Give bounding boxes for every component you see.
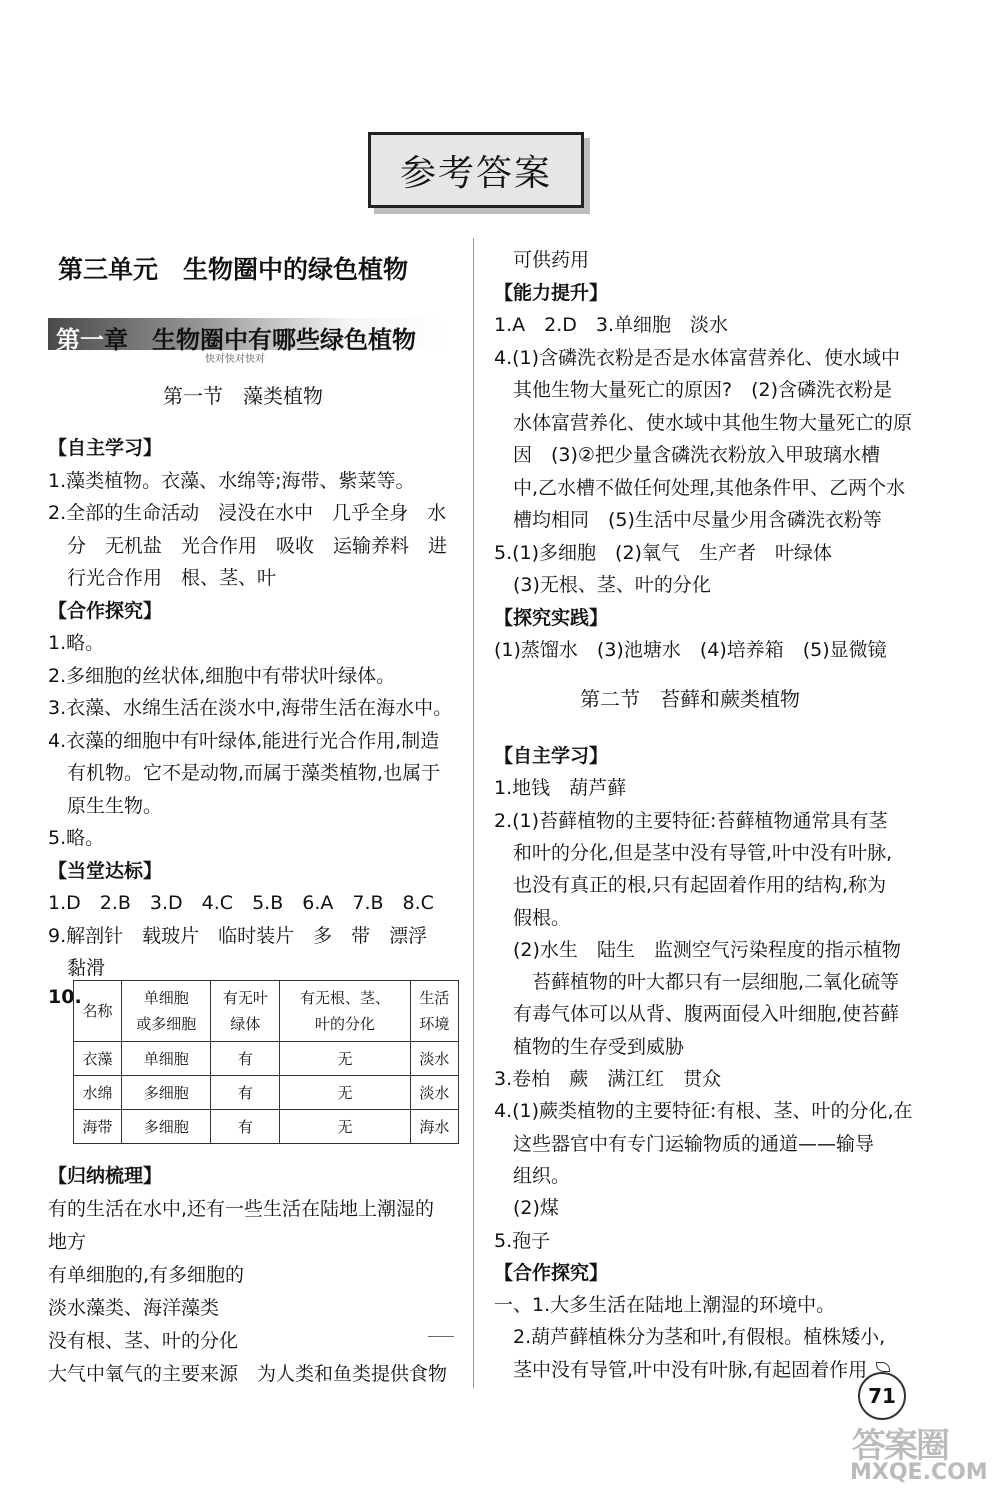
section-title-2: 第二节 苔藓和蕨类植物 [580,687,800,711]
table-header-row [74,981,459,1042]
chapter-note: 快对快对快对 [205,354,265,365]
answer-line: 苔藓植物的叶大都只有一层细胞,二氧化硫等 [494,971,900,994]
answer-line: 组织。 [494,1164,571,1187]
section-heading: 【能力提升】 [494,281,609,304]
table-cell: 有 [211,1076,280,1110]
answer-line: 5.孢子 [494,1229,551,1252]
section-heading: 【合作探究】 [48,599,163,622]
page-title: 参考答案 [368,132,584,208]
table-cell: 无 [280,1042,411,1076]
section-heading: 【探究实践】 [494,606,609,629]
section-heading: 【自主学习】 [48,437,163,459]
section-heading: 【当堂达标】 [48,859,163,882]
section-title-1: 第一节 藻类植物 [163,384,323,408]
answer-line: 槽均相同 (5)生活中尽量少用含磷洗衣粉等 [494,509,882,531]
answer-line: 一、1.大多生活在陆地上潮湿的环境中。 [494,1294,836,1317]
answer-line: 2.(1)苔藓植物的主要特征:苔藓植物通常具有茎 [494,809,888,832]
answer-line: 有单细胞的,有多细胞的 [48,1264,245,1286]
section-heading: 【合作探究】 [494,1261,609,1284]
algae-comparison-table [73,980,459,1144]
answer-line: 5.略。 [48,827,105,849]
answer-line: 行光合作用 根、茎、叶 [48,567,277,589]
answer-line: 分 无机盐 光合作用 吸收 运输养料 进 [48,534,448,557]
table-cell: 单细胞 [122,1042,211,1076]
answer-line: 1.略。 [48,632,105,654]
chapter-number: 一 [80,326,104,354]
unit-title: 第三单元 生物圈中的绿色植物 [58,255,409,284]
watermark-logo: 答案圈 [852,1426,948,1466]
answer-line: 假根。 [494,906,571,929]
answer-line: 原生生物。 [48,794,163,817]
answer-line: 2.全部的生命活动 浸没在水中 几乎全身 水 [48,502,447,524]
answer-line: 和叶的分化,但是茎中没有导管,叶中没有叶脉, [494,841,893,864]
table-header-cell: 生活 环境 [410,981,458,1042]
answer-line: 4.衣藻的细胞中有叶绿体,能进行光合作用,制造 [48,729,440,752]
answer-line: 这些器官中有专门运输物质的通道——输导 [494,1132,875,1155]
answer-line: 因 (3)②把少量含磷洗衣粉放入甲玻璃水槽 [494,444,880,466]
answer-line: 黏滑 [48,957,106,979]
answer-line: (1)蒸馏水 (3)池塘水 (4)培养箱 (5)显微镜 [494,639,887,661]
column-divider [473,238,474,1388]
leaf-icon [876,1362,890,1372]
table-cell: 多细胞 [122,1076,211,1110]
answer-line: 1.A 2.D 3.单细胞 淡水 [494,314,729,336]
answer-line: 中,乙水槽不做任何处理,其他条件甲、乙两个水 [494,476,906,499]
answer-line: 9.解剖针 载玻片 临时装片 多 带 漂浮 [48,924,428,947]
table-header-cell: 名称 [74,981,122,1042]
answer-line: 其他生物大量死亡的原因? (2)含磷洗衣粉是 [494,379,892,401]
answer-line: 3.衣藻、水绵生活在淡水中,海带生活在海水中。 [48,697,453,719]
table-cell: 海水 [410,1110,458,1144]
table-row [74,1110,459,1144]
answer-line: 2.葫芦藓植株分为茎和叶,有假根。植株矮小, [494,1326,886,1349]
answer-line: 地方 [48,1231,87,1253]
answer-line: 3.卷柏 蕨 满江红 贯众 [494,1068,722,1090]
divider-dash [428,1336,454,1337]
answer-line: 大气中氧气的主要来源 为人类和鱼类提供食物 [48,1363,448,1385]
answer-line: 也没有真正的根,只有起固着作用的结构,称为 [494,874,887,897]
watermark-url: MXQE.COM [850,1460,988,1485]
table-cell: 无 [280,1110,411,1144]
answer-line: 1.地钱 葫芦藓 [494,777,627,800]
chapter-title: 生物圈中有哪些绿色植物 [152,326,416,354]
table-cell: 无 [280,1076,411,1110]
answer-line: 茎中没有导管,叶中没有叶脉,有起固着作用 [494,1358,868,1381]
answer-line: 淡水藻类、海洋藻类 [48,1297,220,1319]
answer-line: 有的生活在水中,还有一些生活在陆地上潮湿的 [48,1198,435,1220]
table-cell: 淡水 [410,1042,458,1076]
answer-line: (3)无根、茎、叶的分化 [494,574,711,596]
answer-line: 5.(1)多细胞 (2)氧气 生产者 叶绿体 [494,541,832,564]
answer-line: 水体富营养化、使水域中其他生物大量死亡的原 [494,411,913,434]
table-header-cell: 有无叶 绿体 [211,981,280,1042]
table-header-cell: 有无根、茎、 叶的分化 [280,981,411,1042]
answer-line: (2)煤 [494,1197,559,1220]
table-cell: 衣藻 [74,1042,122,1076]
table-row [74,1076,459,1110]
answer-line: (2)水生 陆生 监测空气污染程度的指示植物 [494,938,901,961]
chapter-suffix: 章 [104,326,128,354]
table-cell: 多细胞 [122,1110,211,1144]
answer-line: 没有根、茎、叶的分化 [48,1330,239,1352]
table-header-cell: 单细胞 或多细胞 [122,981,211,1042]
table-row [74,1042,459,1076]
table-cell: 有 [211,1110,280,1144]
table-cell: 水绵 [74,1076,122,1110]
answer-line: 有毒气体可以从背、腹两面侵入叶细胞,使苔藓 [494,1003,900,1026]
question-10-number: 10. [48,986,82,1008]
chapter-prefix: 第 [56,326,80,354]
page-number: 71 [858,1372,906,1420]
section-heading: 【自主学习】 [494,745,609,767]
answer-line: 1.D 2.B 3.D 4.C 5.B 6.A 7.B 8.C [48,892,434,914]
table-cell: 有 [211,1042,280,1076]
section-heading: 【归纳梳理】 [48,1165,163,1187]
answer-line: 1.藻类植物。衣藻、水绵等;海带、紫菜等。 [48,469,415,492]
answer-line: 2.多细胞的丝状体,细胞中有带状叶绿体。 [48,664,396,687]
answer-line: 植物的生存受到威胁 [494,1035,685,1058]
answer-line: 4.(1)蕨类植物的主要特征:有根、茎、叶的分化,在 [494,1100,913,1123]
answer-line: 有机物。它不是动物,而属于藻类植物,也属于 [48,762,441,784]
table-cell: 海带 [74,1110,122,1144]
answer-line: 可供药用 [494,249,590,271]
answer-line: 4.(1)含磷洗衣粉是否是水体富营养化、使水域中 [494,346,901,369]
table-cell: 淡水 [410,1076,458,1110]
